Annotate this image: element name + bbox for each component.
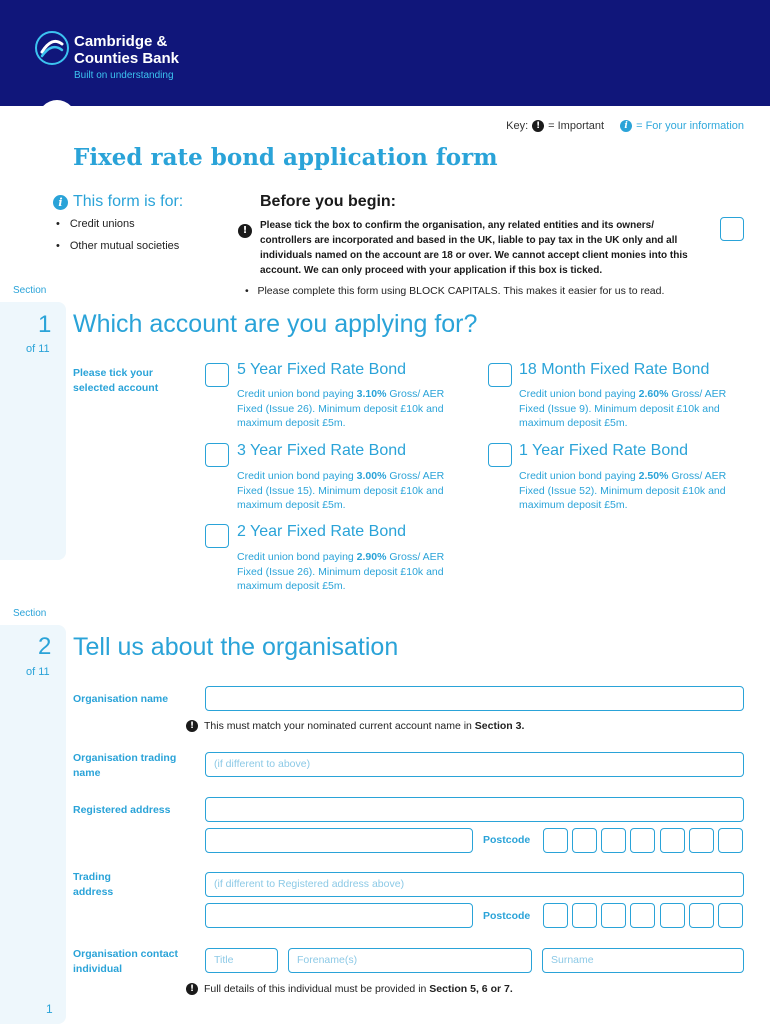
contact-note: [186, 983, 513, 995]
note-text: Full details of this individual must be provided in: [204, 983, 430, 995]
trading-address-line1-field[interactable]: (if different to Registered address above): [205, 872, 744, 897]
org-name-note: [186, 720, 524, 732]
bond-rate: 3.10%: [356, 388, 387, 400]
block-capitals-note-text: Please complete this form using BLOCK CAPITALS. This makes it easier for us to read.: [257, 285, 665, 297]
bond-title: 2 Year Fixed Rate Bond: [237, 523, 407, 540]
key-label: Key:: [506, 120, 529, 132]
trading-postcode-char-field[interactable]: [543, 903, 568, 928]
section-title: Which account are you applying for?: [73, 310, 478, 338]
page-number: 1: [46, 1002, 53, 1016]
bond-5-year-checkbox[interactable]: [205, 363, 229, 387]
key-info-text: = For your information: [636, 120, 744, 132]
key-important-text: = Important: [548, 120, 605, 132]
form-for-heading-text: This form is for:: [73, 193, 184, 210]
registered-address-line1-field[interactable]: [205, 797, 744, 822]
section-of: of 11: [26, 666, 50, 678]
postcode-label: Postcode: [483, 834, 531, 846]
trading-name-field[interactable]: (if different to above): [205, 752, 744, 777]
bond-desc-text: Gross/ AER Fixed (Issue 15). Minimum deposit £10k and maximum deposit £5m.: [237, 470, 445, 511]
bond-description: [237, 550, 462, 594]
section-of: of 11: [26, 343, 50, 355]
registered-postcode-char-field[interactable]: [543, 828, 568, 853]
bond-desc-text: Credit union bond paying: [237, 470, 357, 482]
contact-individual-label: Organisation contact individual: [73, 948, 179, 975]
contact-forename-field[interactable]: Forename(s): [288, 948, 532, 973]
bond-3-year-checkbox[interactable]: [205, 443, 229, 467]
trading-postcode-char-field[interactable]: [660, 903, 685, 928]
note-bold: Section 3.: [474, 720, 525, 732]
form-for-list: [56, 218, 179, 262]
bond-rate: 2.50%: [638, 470, 669, 482]
section-2-rail: [0, 625, 66, 1024]
block-capitals-note: • Please complete this form using BLOCK CAPITALS. This makes it easier for us to read.: [245, 285, 665, 297]
registered-postcode-char-field[interactable]: [689, 828, 714, 853]
tick-instruction: Please tick your selected account: [73, 367, 159, 394]
bond-title: 5 Year Fixed Rate Bond: [237, 361, 407, 378]
list-item: • Other mutual societies: [56, 240, 179, 252]
bond-desc-text: Credit union bond paying: [237, 388, 357, 400]
info-icon: i: [53, 195, 68, 210]
header-notch: [38, 100, 76, 130]
important-icon: !: [186, 720, 198, 732]
confirmation-text: Please tick the box to confirm the organisation, any related entities and its owners/ controllers are incorporated and based in the UK, liable to pay tax in the UK only and all individuals named on the account are 18 or over. We cannot accept client monies into this account. We can only proceed with your application if this box is ticked.: [260, 220, 688, 276]
trading-name-label: Organisation trading name: [73, 752, 177, 779]
bank-tagline: Built on understanding: [74, 70, 174, 81]
trading-postcode-char-field[interactable]: [572, 903, 597, 928]
registered-postcode-char-field[interactable]: [718, 828, 743, 853]
bank-name: [74, 33, 179, 67]
contact-surname-field[interactable]: Surname: [542, 948, 744, 973]
registered-postcode-char-field[interactable]: [572, 828, 597, 853]
registered-postcode-char-field[interactable]: [601, 828, 626, 853]
bond-desc-text: Credit union bond paying: [237, 551, 357, 563]
bond-description: [237, 387, 462, 431]
legend-key: [506, 120, 744, 132]
registered-postcode-char-field[interactable]: [660, 828, 685, 853]
important-icon: !: [532, 120, 544, 132]
confirmation-checkbox[interactable]: [720, 217, 744, 241]
bond-description: [519, 469, 744, 513]
section-number: 1: [38, 311, 52, 338]
bond-description: [237, 469, 462, 513]
bond-description: [519, 387, 744, 431]
org-name-note-text: [204, 720, 524, 732]
important-icon: !: [186, 983, 198, 995]
section-1-rail: [0, 302, 66, 560]
section-number: 2: [38, 633, 52, 660]
bond-2-year-checkbox[interactable]: [205, 524, 229, 548]
before-you-begin-heading: Before you begin:: [260, 193, 397, 210]
postcode-label: Postcode: [483, 910, 531, 922]
org-name-label: Organisation name: [73, 693, 169, 705]
list-item: • Credit unions: [56, 218, 179, 230]
trading-address-label: Trading address: [73, 871, 114, 898]
bond-rate: 2.90%: [356, 551, 387, 563]
bond-rate: 3.00%: [356, 470, 387, 482]
bond-rate: 2.60%: [638, 388, 669, 400]
section-title: Tell us about the organisation: [73, 633, 399, 661]
section-label: Section: [13, 608, 47, 619]
registered-address-label: Registered address: [73, 804, 171, 816]
header-banner: [0, 0, 770, 106]
trading-postcode-char-field[interactable]: [630, 903, 655, 928]
contact-note-text: [204, 983, 513, 995]
trading-postcode-char-field[interactable]: [718, 903, 743, 928]
bond-title: 18 Month Fixed Rate Bond: [519, 361, 710, 378]
org-name-field[interactable]: [205, 686, 744, 711]
bank-name-line2: Counties Bank: [74, 50, 180, 67]
bond-desc-text: Gross/ AER Fixed (Issue 26). Minimum deposit £10k and maximum deposit £5m.: [237, 388, 445, 429]
important-icon-wrap: [238, 220, 252, 238]
bond-title: 3 Year Fixed Rate Bond: [237, 442, 407, 459]
note-text: This must match your nominated current account name in: [204, 720, 475, 732]
section-label: Section: [13, 285, 47, 296]
trading-address-line2-field[interactable]: [205, 903, 473, 928]
registered-postcode-char-field[interactable]: [630, 828, 655, 853]
bond-desc-text: Gross/ AER Fixed (Issue 26). Minimum deposit £10k and maximum deposit £5m.: [237, 551, 445, 592]
note-bold: Section 5, 6 or 7.: [429, 983, 513, 995]
bond-1-year-checkbox[interactable]: [488, 443, 512, 467]
registered-address-line2-field[interactable]: [205, 828, 473, 853]
form-for-heading: [53, 193, 183, 211]
bond-title: 1 Year Fixed Rate Bond: [519, 442, 689, 459]
page-title: Fixed rate bond application form: [73, 144, 498, 171]
bond-18-month-checkbox[interactable]: [488, 363, 512, 387]
bond-desc-text: Credit union bond paying: [519, 470, 639, 482]
bond-desc-text: Credit union bond paying: [519, 388, 639, 400]
bond-desc-text: Gross/ AER Fixed (Issue 9). Minimum deposit £10k and maximum deposit £5m.: [519, 388, 727, 429]
bank-logo-icon: [34, 30, 70, 66]
bank-name-line1: Cambridge &: [74, 33, 168, 50]
trading-postcode-char-field[interactable]: [601, 903, 626, 928]
trading-postcode-char-field[interactable]: [689, 903, 714, 928]
info-icon: i: [620, 120, 632, 132]
bond-desc-text: Gross/ AER Fixed (Issue 52). Minimum deposit £10k and maximum deposit £5m.: [519, 470, 727, 511]
important-icon: !: [238, 224, 252, 238]
contact-title-field[interactable]: Title: [205, 948, 278, 973]
